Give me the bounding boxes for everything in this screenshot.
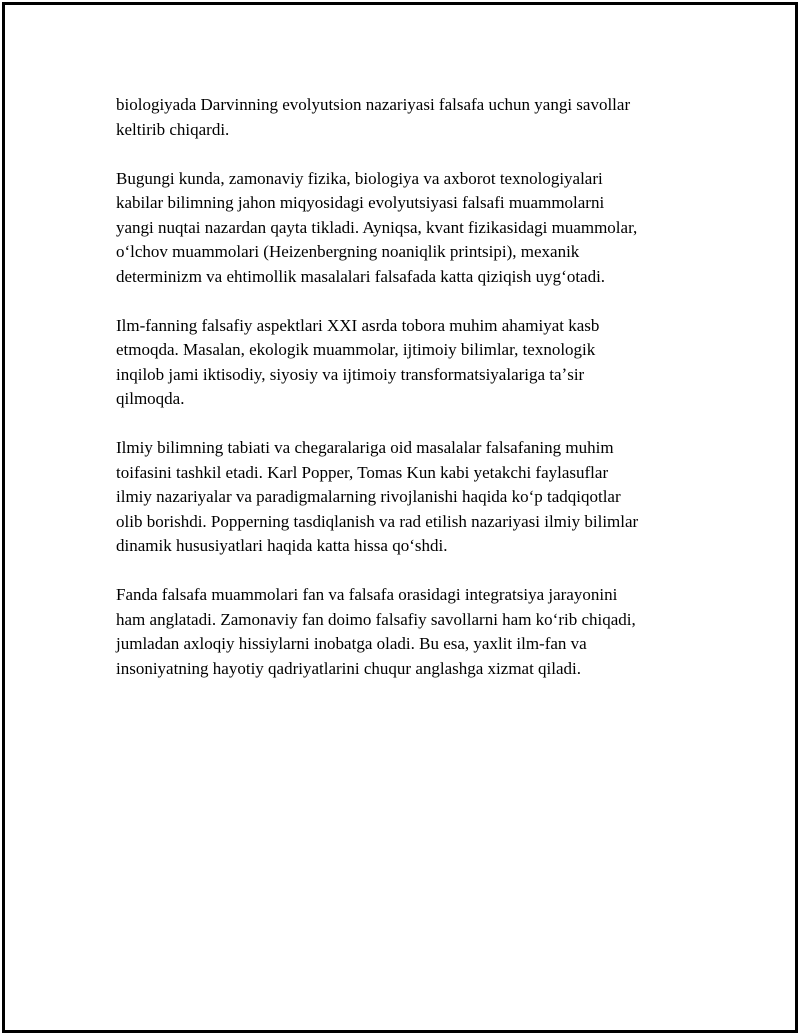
document-body xyxy=(116,93,696,706)
text-line: toifasini tashkil etadi. Karl Popper, Tomas Kun kabi yetakchi faylasuflar xyxy=(116,462,609,482)
text-line: ham anglatadi. Zamonaviy fan doimo falsafiy savollarni ham koʻrib chiqadi, xyxy=(116,609,636,629)
paragraph-4 xyxy=(116,436,696,559)
paragraph-3 xyxy=(116,314,696,412)
text-line: determinizm va ehtimollik masalalari falsafada katta qiziqish uygʻotadi. xyxy=(116,266,606,286)
paragraph-5 xyxy=(116,583,696,681)
text-line: keltirib chiqardi. xyxy=(116,119,230,139)
text-line: Bugungi kunda, zamonaviy fizika, biologiya va axborot texnologiyalari xyxy=(116,168,603,188)
text-line: insoniyatning hayotiy qadriyatlarini chuqur anglashga xizmat qiladi. xyxy=(116,658,582,678)
text-line: Fanda falsafa muammolari fan va falsafa orasidagi integratsiya jarayonini xyxy=(116,585,618,604)
text-line: jumladan axloqiy hissiylarni inobatga oladi. Bu esa, yaxlit ilm-fan va xyxy=(116,634,587,653)
text-line: kabilar bilimning jahon miqyosidagi evolyutsiyasi falsafi muammolarni xyxy=(116,193,605,212)
text-line: Ilm-fanning falsafiy aspektlari XXI asrda tobora muhim ahamiyat kasb xyxy=(116,315,600,335)
text-line: yangi nuqtai nazardan qayta tikladi. Ayniqsa, kvant fizikasidagi muammolar, xyxy=(116,217,638,237)
text-line: dinamik hususiyatlari haqida katta hissa qoʻshdi. xyxy=(116,536,448,555)
text-line: inqilob jami iktisodiy, siyosiy va ijtimoiy transformatsiyalariga taʼsir xyxy=(116,364,585,384)
paragraph-2 xyxy=(116,167,696,290)
text-line: olib borishdi. Popperning tasdiqlanish va rad etilish nazariyasi ilmiy bilimlar xyxy=(116,511,639,531)
text-line: qilmoqda. xyxy=(116,389,185,408)
text-line: Ilmiy bilimning tabiati va chegaralariga oid masalalar falsafaning muhim xyxy=(116,438,614,457)
text-line: ilmiy nazariyalar va paradigmalarning rivojlanishi haqida koʻp tadqiqotlar xyxy=(116,487,621,506)
text-line: oʻlchov muammolari (Heizenbergning noaniqlik printsipi), mexanik xyxy=(116,242,580,261)
text-line: etmoqda. Masalan, ekologik muammolar, ijtimoiy bilimlar, texnologik xyxy=(116,340,596,359)
paragraph-1 xyxy=(116,93,696,142)
text-line: biologiyada Darvinning evolyutsion nazariyasi falsafa uchun yangi savollar xyxy=(116,95,631,114)
